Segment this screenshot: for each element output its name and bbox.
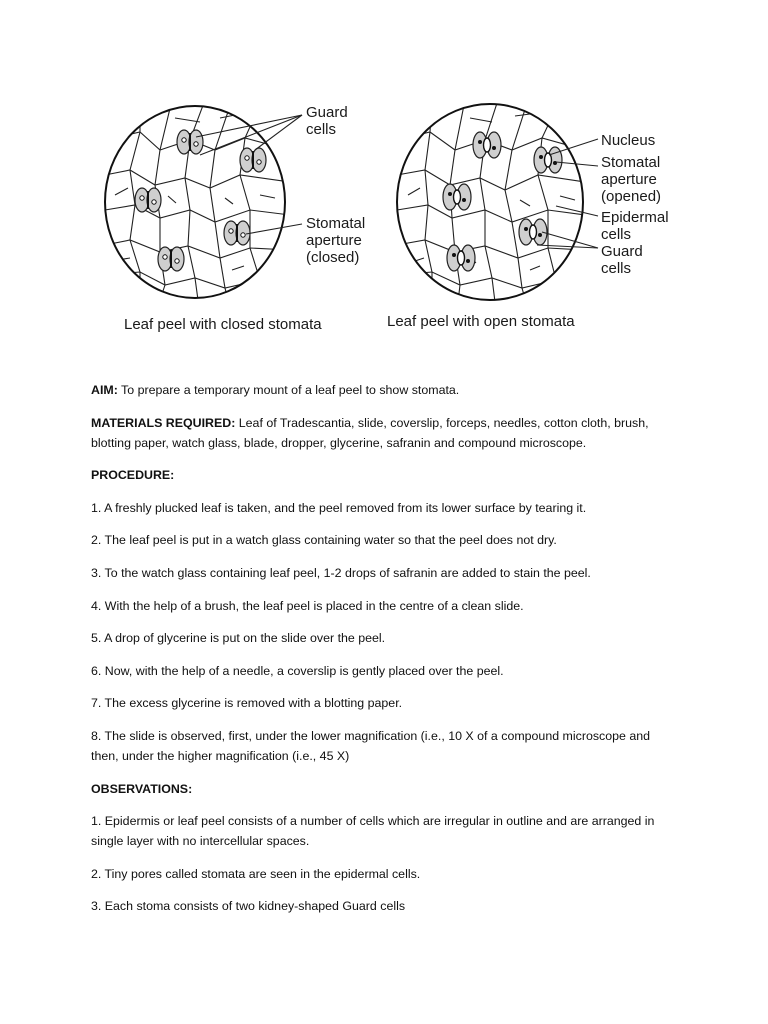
- materials-label: MATERIALS REQUIRED:: [91, 415, 236, 430]
- guard-cells-label-right: Guard cells: [601, 243, 643, 277]
- procedure-step: 4. With the help of a brush, the leaf peel is placed in the centre of a clean slide.: [91, 598, 524, 613]
- observation-item: 2. Tiny pores called stomata are seen in the epidermal cells.: [91, 866, 421, 881]
- guard-cells-label-left: Guard cells: [306, 104, 348, 138]
- procedure-step: 7. The excess glycerine is removed with a blotting paper.: [91, 696, 403, 711]
- stomatal-aperture-opened-label: Stomatal aperture (opened): [601, 154, 662, 205]
- procedure-step: 1. A freshly plucked leaf is taken, and the peel removed from its lower surface by tearing it.: [91, 500, 587, 515]
- right-caption: Leaf peel with open stomata: [387, 313, 575, 330]
- procedure-step: 2. The leaf peel is put in a watch glass containing water so that the peel does not dry.: [91, 533, 557, 548]
- document-body: [91, 380, 681, 929]
- procedure-step: 5. A drop of glycerine is put on the slide over the peel.: [91, 631, 386, 646]
- aim-label: AIM:: [91, 383, 118, 397]
- observation-item: 1. Epidermis or leaf peel consists of a number of cells which are irregular in outline and are arranged in single layer with no intercellular spaces.: [91, 814, 655, 849]
- procedure-step: 8. The slide is observed, first, under the lower magnification (i.e., 10 X of a compound microscope and then, under the higher magnification (i.e., 45 X): [91, 728, 651, 763]
- nucleus-label: Nucleus: [601, 132, 656, 149]
- leaf-peel-open-diagram: [397, 100, 585, 302]
- epidermal-cells-label: Epidermal cells: [601, 209, 669, 243]
- materials-text: Leaf of Tradescantia, slide, coverslip, forceps, needles, cotton cloth, brush, blotting paper, watch glass, blade, dropper, glycerine, safranin and compound microscope.: [91, 415, 649, 450]
- observation-item: 3. Each stoma consists of two kidney-shaped Guard cells: [91, 899, 406, 914]
- observations-heading: OBSERVATIONS:: [91, 781, 193, 796]
- leaf-peel-figure: [0, 0, 768, 350]
- left-caption: Leaf peel with closed stomata: [124, 316, 322, 333]
- aim-text: To prepare a temporary mount of a leaf peel to show stomata.: [117, 383, 460, 397]
- stomatal-aperture-closed-label: Stomatal aperture (closed): [306, 215, 366, 266]
- aim-paragraph: [91, 380, 681, 400]
- procedure-step: 6. Now, with the help of a needle, a coverslip is gently placed over the peel.: [91, 663, 504, 678]
- procedure-step: 3. To the watch glass containing leaf peel, 1-2 drops of safranin are added to stain the peel.: [91, 565, 591, 580]
- procedure-heading: PROCEDURE:: [91, 468, 175, 483]
- materials-paragraph: [91, 413, 681, 453]
